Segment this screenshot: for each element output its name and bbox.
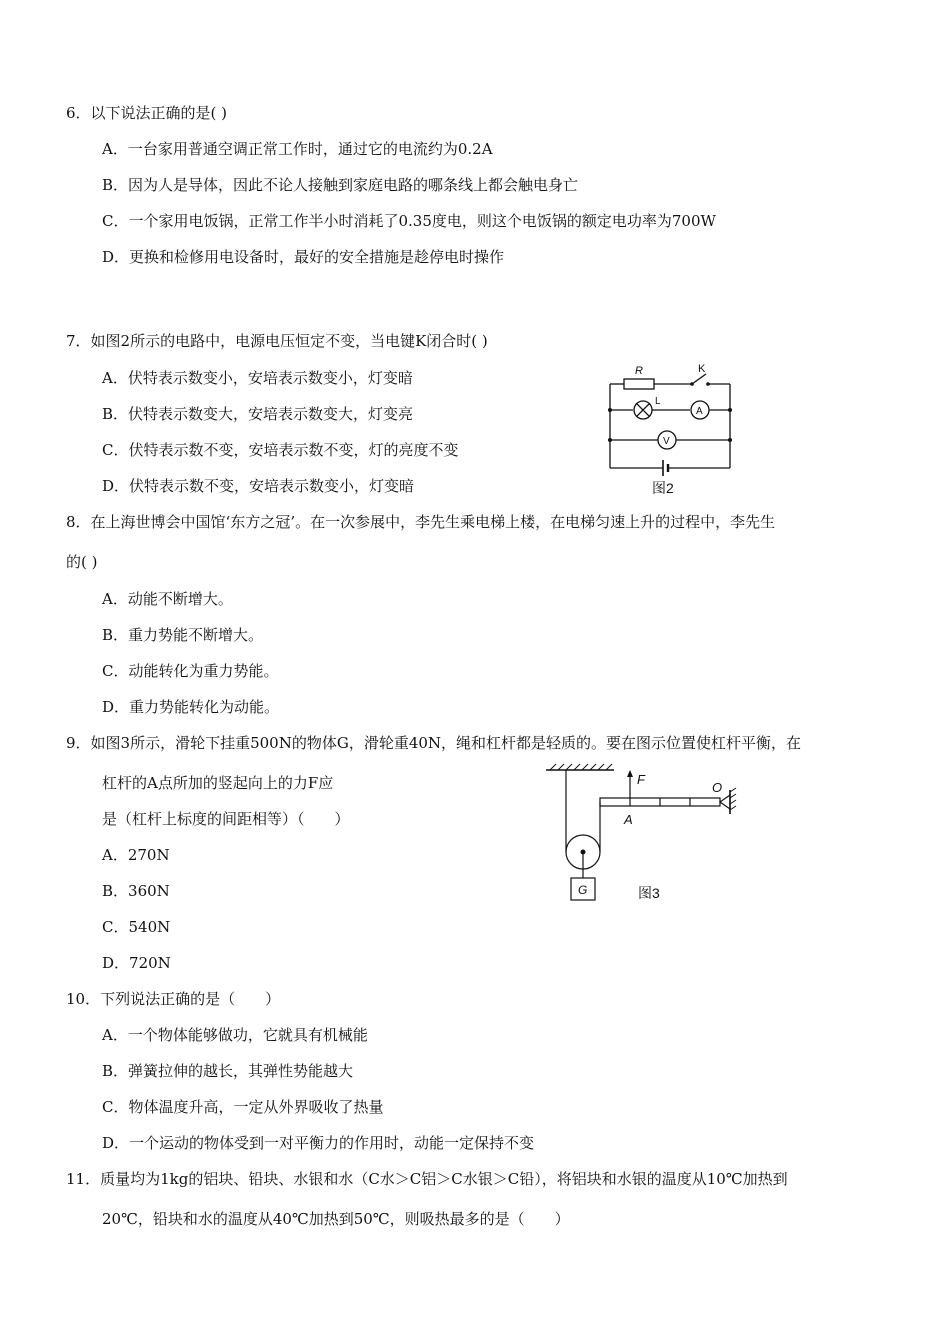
label-k: K — [698, 363, 706, 375]
q9-stem-continued-2: 是（杠杆上标度的间距相等）（ ） — [102, 810, 350, 828]
q9-option-a: A．270N — [102, 846, 170, 864]
q11-stem-continued: 20℃，铅块和水的温度从40℃加热到50℃，则吸热最多的是（ ） — [102, 1210, 570, 1228]
label-v: V — [663, 436, 670, 447]
q8-stem: 8．在上海世博会中国馆‘东方之冠’。在一次参展中，李先生乘电梯上楼，在电梯匀速上升的过程中，李先生 — [66, 513, 776, 531]
q8-option-a: A．动能不断增大。 — [102, 590, 233, 608]
q8-option-b: B．重力势能不断增大。 — [102, 626, 264, 644]
lever-pulley-diagram — [540, 762, 760, 910]
q9-option-b: B．360N — [102, 882, 170, 900]
label-l: L — [655, 396, 661, 407]
label-a: A — [624, 812, 633, 827]
q9-option-c: C．540N — [102, 918, 171, 936]
q10-option-a: A．一个物体能够做功，它就具有机械能 — [102, 1026, 368, 1044]
q6-option-c: C．一个家用电饭锅，正常工作半小时消耗了0.35度电，则这个电饭锅的额定电功率为700W — [102, 212, 716, 230]
circuit-figure — [600, 360, 740, 500]
q6-stem: 6．以下说法正确的是( ) — [66, 104, 228, 122]
lever-figure — [540, 762, 760, 910]
q10-option-c: C．物体温度升高，一定从外界吸收了热量 — [102, 1098, 384, 1116]
switch-k — [692, 374, 706, 384]
q7-option-a: A．伏特表示数变小，安培表示数变小，灯变暗 — [102, 369, 413, 387]
q7-option-b: B．伏特表示数变大，安培表示数变大，灯变亮 — [102, 405, 414, 423]
q9-stem: 9．如图3所示，滑轮下挂重500N的物体G，滑轮重40N，绳和杠杆都是轻质的。要在图示位置使杠杆平衡，在 — [66, 734, 802, 752]
label-f: F — [637, 772, 645, 787]
q6-option-d: D．更换和检修用电设备时，最好的安全措施是趁停电时操作 — [102, 248, 505, 266]
q10-option-b: B．弹簧拉伸的越长，其弹性势能越大 — [102, 1062, 354, 1080]
q9-option-d: D．720N — [102, 954, 171, 972]
circuit-diagram — [600, 360, 740, 500]
q11-stem: 11．质量均为1kg的铝块、铅块、水银和水（C水＞C铝＞C水银＞C铅），将铝块和水银的温度从10℃加热到 — [66, 1170, 788, 1188]
label-g: G — [578, 883, 588, 897]
q7-stem: 7．如图2所示的电路中，电源电压恒定不变，当电键K闭合时( ) — [66, 332, 488, 350]
figure-2-caption: 图2 — [652, 480, 674, 496]
q6-option-b: B．因为人是导体，因此不论人接触到家庭电路的哪条线上都会触电身亡 — [102, 176, 579, 194]
q7-option-d: D．伏特表示数不变，安培表示数变小，灯变暗 — [102, 477, 415, 495]
label-r: R — [635, 365, 643, 377]
figure-3-caption: 图3 — [638, 885, 660, 901]
label-a: A — [696, 406, 703, 417]
resistor-r — [624, 379, 654, 389]
q10-option-d: D．一个运动的物体受到一对平衡力的作用时，动能一定保持不变 — [102, 1134, 535, 1152]
q9-stem-continued-1: 杠杆的A点所加的竖起向上的力F应 — [102, 774, 334, 792]
label-o: O — [712, 780, 723, 795]
q10-stem: 10．下列说法正确的是（ ） — [66, 990, 281, 1008]
q8-option-c: C．动能转化为重力势能。 — [102, 662, 279, 680]
q7-option-c: C．伏特表示数不变，安培表示数不变，灯的亮度不变 — [102, 441, 459, 459]
q8-option-d: D．重力势能转化为动能。 — [102, 698, 280, 716]
pivot-o — [720, 795, 730, 809]
q6-option-a: A．一台家用普通空调正常工作时，通过它的电流约为0.2A — [102, 140, 493, 158]
q8-stem-continued: 的( ) — [66, 553, 98, 571]
